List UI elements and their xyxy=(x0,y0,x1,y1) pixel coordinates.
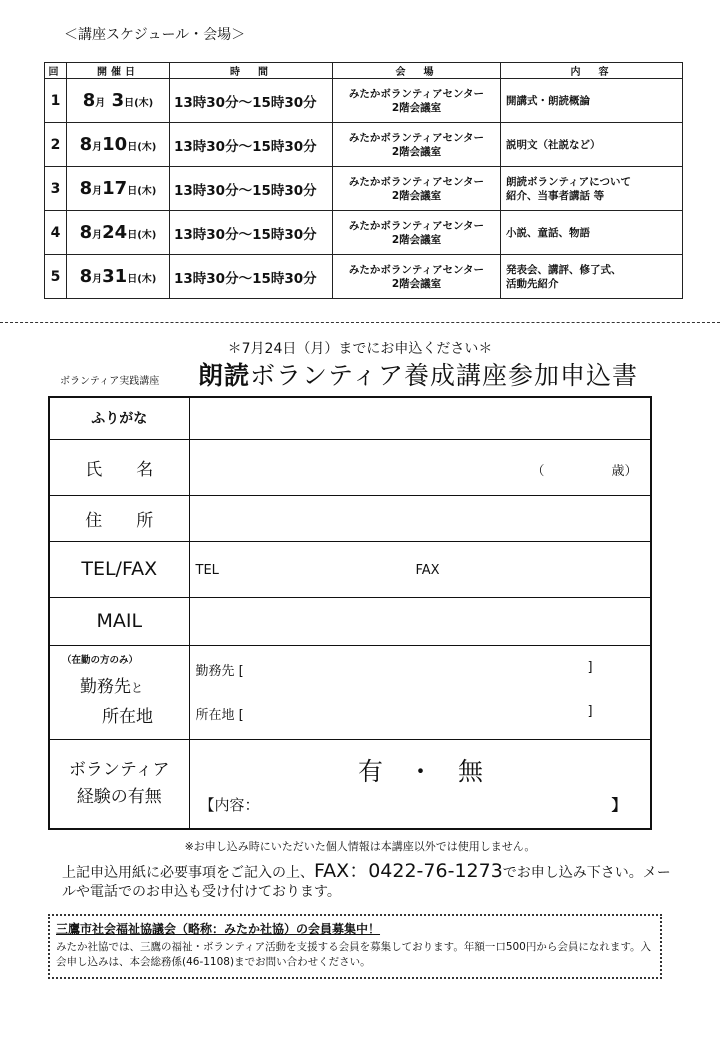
telfax-label: TEL/FAX xyxy=(49,541,189,597)
schedule-heading: ＜講座スケジュール・会場＞ xyxy=(64,27,246,43)
telfax-field[interactable] xyxy=(189,541,651,597)
name-field[interactable] xyxy=(189,439,651,495)
experience-label: ボランティア 経験の有無 xyxy=(49,739,189,829)
location-input[interactable]: 所在地 [ xyxy=(195,707,244,723)
session-date: 8月31日(木) xyxy=(67,255,170,299)
form-row-name xyxy=(49,439,651,495)
workplace-close: ] xyxy=(587,659,593,675)
age-close: 歳） xyxy=(611,463,638,479)
workplace-input[interactable]: 勤務先 [ xyxy=(195,663,244,679)
workplace-field[interactable] xyxy=(189,645,651,739)
privacy-note: ※お申し込み時にいただいた個人情報は本講座以外では使用しません。 xyxy=(184,840,536,853)
session-time: 13時30分～15時30分 xyxy=(170,255,333,299)
form-row-furigana xyxy=(49,397,651,439)
form-row-address xyxy=(49,495,651,541)
col-header-num: 回 xyxy=(45,63,67,79)
experience-field[interactable] xyxy=(189,739,651,829)
session-number: 3 xyxy=(45,167,67,211)
schedule-table xyxy=(44,62,683,299)
schedule-header-row xyxy=(45,63,683,79)
col-header-date: 開催日 xyxy=(67,63,170,79)
work-label-1: 勤務先と xyxy=(80,676,144,697)
form-row-telfax xyxy=(49,541,651,597)
col-header-venue: 会 場 xyxy=(333,63,501,79)
form-row-workplace xyxy=(49,645,651,739)
mail-field[interactable] xyxy=(189,597,651,645)
form-row-mail xyxy=(49,597,651,645)
application-form xyxy=(48,396,652,830)
col-header-content: 内 容 xyxy=(501,63,683,79)
name-label: 氏 名 xyxy=(49,439,189,495)
session-time: 13時30分～15時30分 xyxy=(170,211,333,255)
session-venue: みたかボランティアセンター 2階会議室 xyxy=(333,255,501,299)
session-venue: みたかボランティアセンター 2階会議室 xyxy=(333,211,501,255)
experience-options[interactable]: 有 ・ 無 xyxy=(357,756,483,786)
table-row xyxy=(45,123,683,167)
furigana-field[interactable] xyxy=(189,397,651,439)
session-date: 8月24日(木) xyxy=(67,211,170,255)
session-date: 8月 3日(木) xyxy=(67,79,170,123)
session-date: 8月10日(木) xyxy=(67,123,170,167)
session-time: 13時30分～15時30分 xyxy=(170,167,333,211)
membership-notice xyxy=(48,914,662,979)
form-subtitle: ボランティア実践講座 xyxy=(60,376,160,387)
session-content: 小説、童話、物語 xyxy=(501,211,683,255)
session-number: 5 xyxy=(45,255,67,299)
session-venue: みたかボランティアセンター 2階会議室 xyxy=(333,123,501,167)
session-venue: みたかボランティアセンター 2階会議室 xyxy=(333,167,501,211)
furigana-label: ふりがな xyxy=(49,397,189,439)
notice-body: みたか社協では、三鷹の福祉・ボランティア活動を支援する会員を募集しております。年額一口500円から会員になれます。入会申し込みは、本会総務係(46-1108)までお問い合わせください。 xyxy=(56,941,652,968)
workplace-label xyxy=(49,645,189,739)
deadline-notice: ＊7月24日（月）までにお申込ください＊ xyxy=(227,341,493,357)
col-header-time: 時 間 xyxy=(170,63,333,79)
location-close: ] xyxy=(587,703,593,719)
session-content: 開講式・朗読概論 xyxy=(501,79,683,123)
instructions: 上記申込用紙に必要事項をご記入の上、FAX：0422-76-1273でお申し込み下さい。メールや電話でのお申込も受け付けております。 xyxy=(62,860,671,900)
experience-content-input[interactable]: 【内容： xyxy=(199,795,260,814)
session-number: 2 xyxy=(45,123,67,167)
session-time: 13時30分～15時30分 xyxy=(170,79,333,123)
form-row-experience xyxy=(49,739,651,829)
table-row xyxy=(45,79,683,123)
fax-prefix: FAX xyxy=(415,562,440,578)
experience-content-close: 】 xyxy=(611,795,627,814)
table-row xyxy=(45,167,683,211)
cut-line xyxy=(0,322,720,323)
session-date: 8月17日(木) xyxy=(67,167,170,211)
session-content: 発表会、講評、修了式、 活動先紹介 xyxy=(501,255,683,299)
session-venue: みたかボランティアセンター 2階会議室 xyxy=(333,79,501,123)
table-row xyxy=(45,211,683,255)
address-field[interactable] xyxy=(189,495,651,541)
notice-title: 三鷹市社会福祉協議会（略称：みたか社協）の会員募集中！ xyxy=(56,922,381,936)
work-note: （在勤の方のみ） xyxy=(62,654,139,666)
session-number: 4 xyxy=(45,211,67,255)
session-time: 13時30分～15時30分 xyxy=(170,123,333,167)
address-label: 住 所 xyxy=(49,495,189,541)
session-number: 1 xyxy=(45,79,67,123)
mail-label: MAIL xyxy=(49,597,189,645)
form-title: 朗読ボランティア養成講座参加申込書 xyxy=(198,361,639,390)
age-open: （ xyxy=(531,463,545,479)
fax-number: FAX：0422-76-1273 xyxy=(314,860,503,882)
session-content: 説明文（社説など） xyxy=(501,123,683,167)
work-label-2: 所在地 xyxy=(102,706,153,727)
tel-prefix: TEL xyxy=(195,562,219,578)
table-row xyxy=(45,255,683,299)
session-content: 朗読ボランティアについて 紹介、当事者講話 等 xyxy=(501,167,683,211)
